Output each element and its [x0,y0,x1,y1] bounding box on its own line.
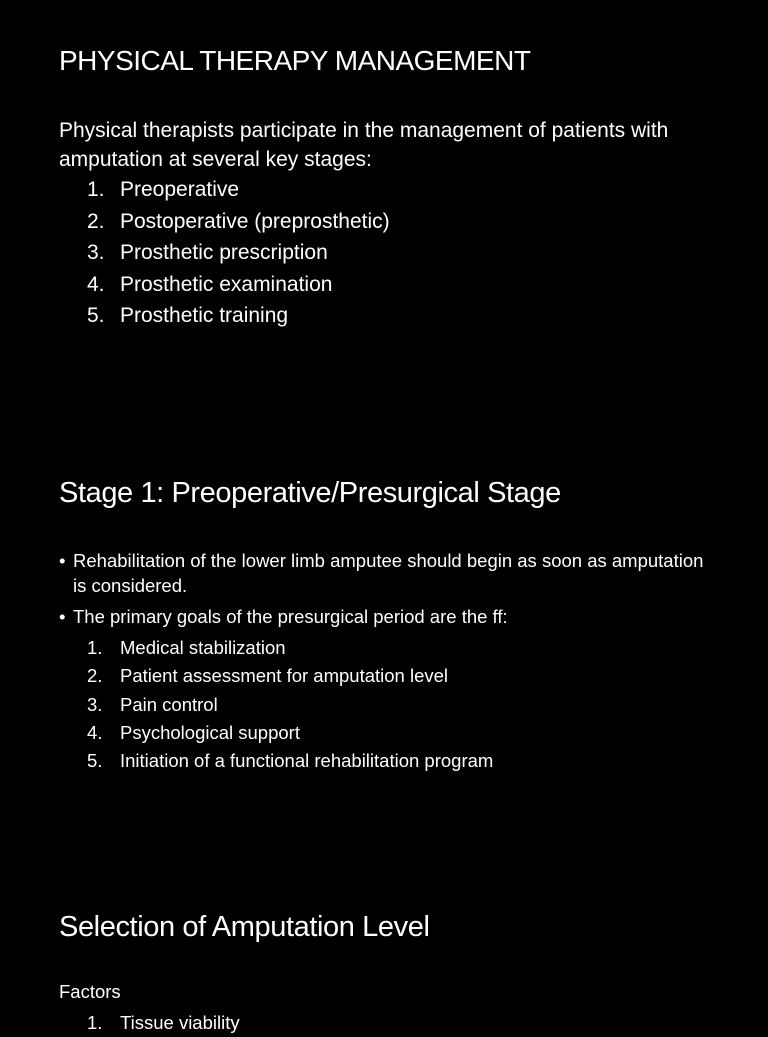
bullet-text: The primary goals of the presurgical period are the ff: [73,606,508,627]
list-number: 3. [87,693,103,715]
slide-title: Stage 1: Preoperative/Presurgical Stage [59,477,561,509]
list-number: 4. [87,272,105,296]
list-number: 1. [87,637,103,658]
goals-list [59,634,493,775]
list-number: 2. [87,209,105,233]
bullet-item [59,604,709,629]
list-item [59,300,390,332]
list-item-text: Psychological support [120,721,300,743]
list-item [59,747,493,775]
intro-paragraph: Physical therapists participate in the management of patients with amputation at several key stages: [59,119,669,171]
list-item-text: Initiation of a functional rehabilitation program [120,750,494,772]
list-number: 3. [87,241,105,264]
list-number: 1. [87,1012,103,1033]
list-number: 5. [87,750,103,772]
list-number: 2. [87,665,103,687]
list-item-text: Preoperative [120,178,240,201]
list-item [59,237,390,269]
bullet-marker: • [59,606,66,627]
list-item [59,634,493,662]
list-item [59,206,390,238]
list-item-text: Tissue viability [120,1012,240,1033]
list-item-text: Medical stabilization [120,637,286,658]
list-item-text: Prosthetic prescription [120,241,328,264]
list-item [59,269,390,301]
bullet-text: Rehabilitation of the lower limb amputee should begin as soon as amputation is considered. [73,550,704,596]
list-item-text: Pain control [120,693,218,715]
factors-list [59,1009,240,1037]
slide-physical-therapy-management [0,0,768,434]
slide-title: Selection of Amputation Level [59,911,430,943]
list-item [59,1009,240,1037]
list-item-text: Prosthetic training [120,304,289,327]
list-item [59,719,493,747]
factors-label: Factors [59,981,121,1002]
list-item [59,662,493,690]
slide-amputation-level [0,868,768,1033]
stages-list [59,174,390,332]
slide-title: PHYSICAL THERAPY MANAGEMENT [59,45,531,76]
list-item-text: Patient assessment for amputation level [120,665,449,687]
list-item [59,691,493,719]
bullet-item [59,548,709,598]
list-item-text: Prosthetic examination [120,272,333,296]
bullet-marker: • [59,550,66,571]
list-number: 4. [87,721,103,743]
slide-preoperative-stage [0,434,768,868]
list-item [59,174,390,206]
list-number: 1. [87,178,105,201]
list-number: 5. [87,304,105,327]
list-item-text: Postoperative (preprosthetic) [120,209,390,233]
bullet-list [59,548,709,635]
